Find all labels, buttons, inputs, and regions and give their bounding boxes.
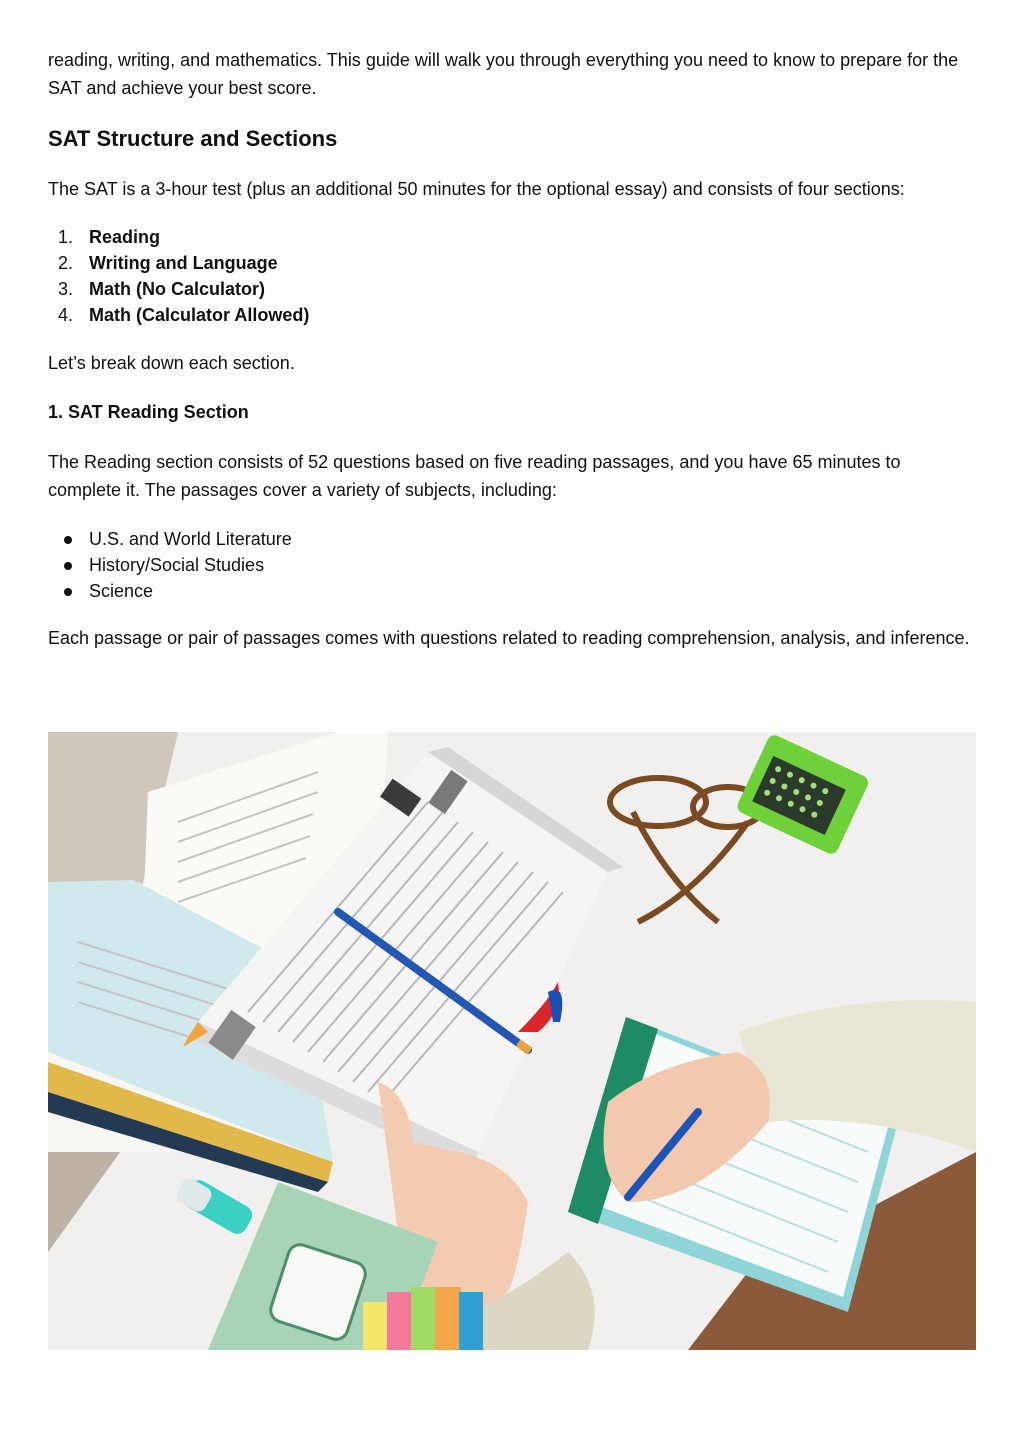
list-item-number: 1. [58,227,74,247]
list-item-number: 2. [58,253,74,273]
section-heading-structure: SAT Structure and Sections [48,126,338,151]
list-item [48,224,309,250]
list-item [48,578,292,604]
list-item-label: History/Social Studies [89,555,265,575]
list-item-number: 3. [58,279,74,299]
subsection-heading-reading: 1. SAT Reading Section [48,402,249,422]
list-item-label: U.S. and World Literature [89,529,292,549]
study-desk-photo [48,732,976,1350]
subjects-list [48,526,292,604]
bullet-icon [64,562,72,570]
structure-lead-paragraph: The SAT is a 3-hour test (plus an additional 50 minutes for the optional essay) and consists of four sections: [48,179,905,199]
bullet-icon [64,588,72,596]
list-item-label: Reading [89,227,161,247]
list-item-number: 4. [58,305,74,325]
list-item-label: Writing and Language [89,253,278,273]
sections-list [48,224,309,328]
list-item [48,302,309,328]
list-item-label: Math (No Calculator) [89,279,266,299]
list-item-label: Math (Calculator Allowed) [89,305,310,325]
intro-paragraph: reading, writing, and mathematics. This guide will walk you through everything you need to know to prepare for the SAT and achieve your best score. [48,50,959,98]
list-item [48,250,309,276]
list-item [48,276,309,302]
reading-description-paragraph: The Reading section consists of 52 questions based on five reading passages, and you have 65 minutes to complete it. The passages cover a variety of subjects, including: [48,452,901,500]
list-item [48,526,292,552]
passage-note-paragraph: Each passage or pair of passages comes with questions related to reading comprehension, analysis, and inference. [48,628,970,648]
list-item-label: Science [89,581,154,601]
breakdown-paragraph: Let’s break down each section. [48,353,295,373]
bullet-icon [64,536,72,544]
list-item [48,552,292,578]
